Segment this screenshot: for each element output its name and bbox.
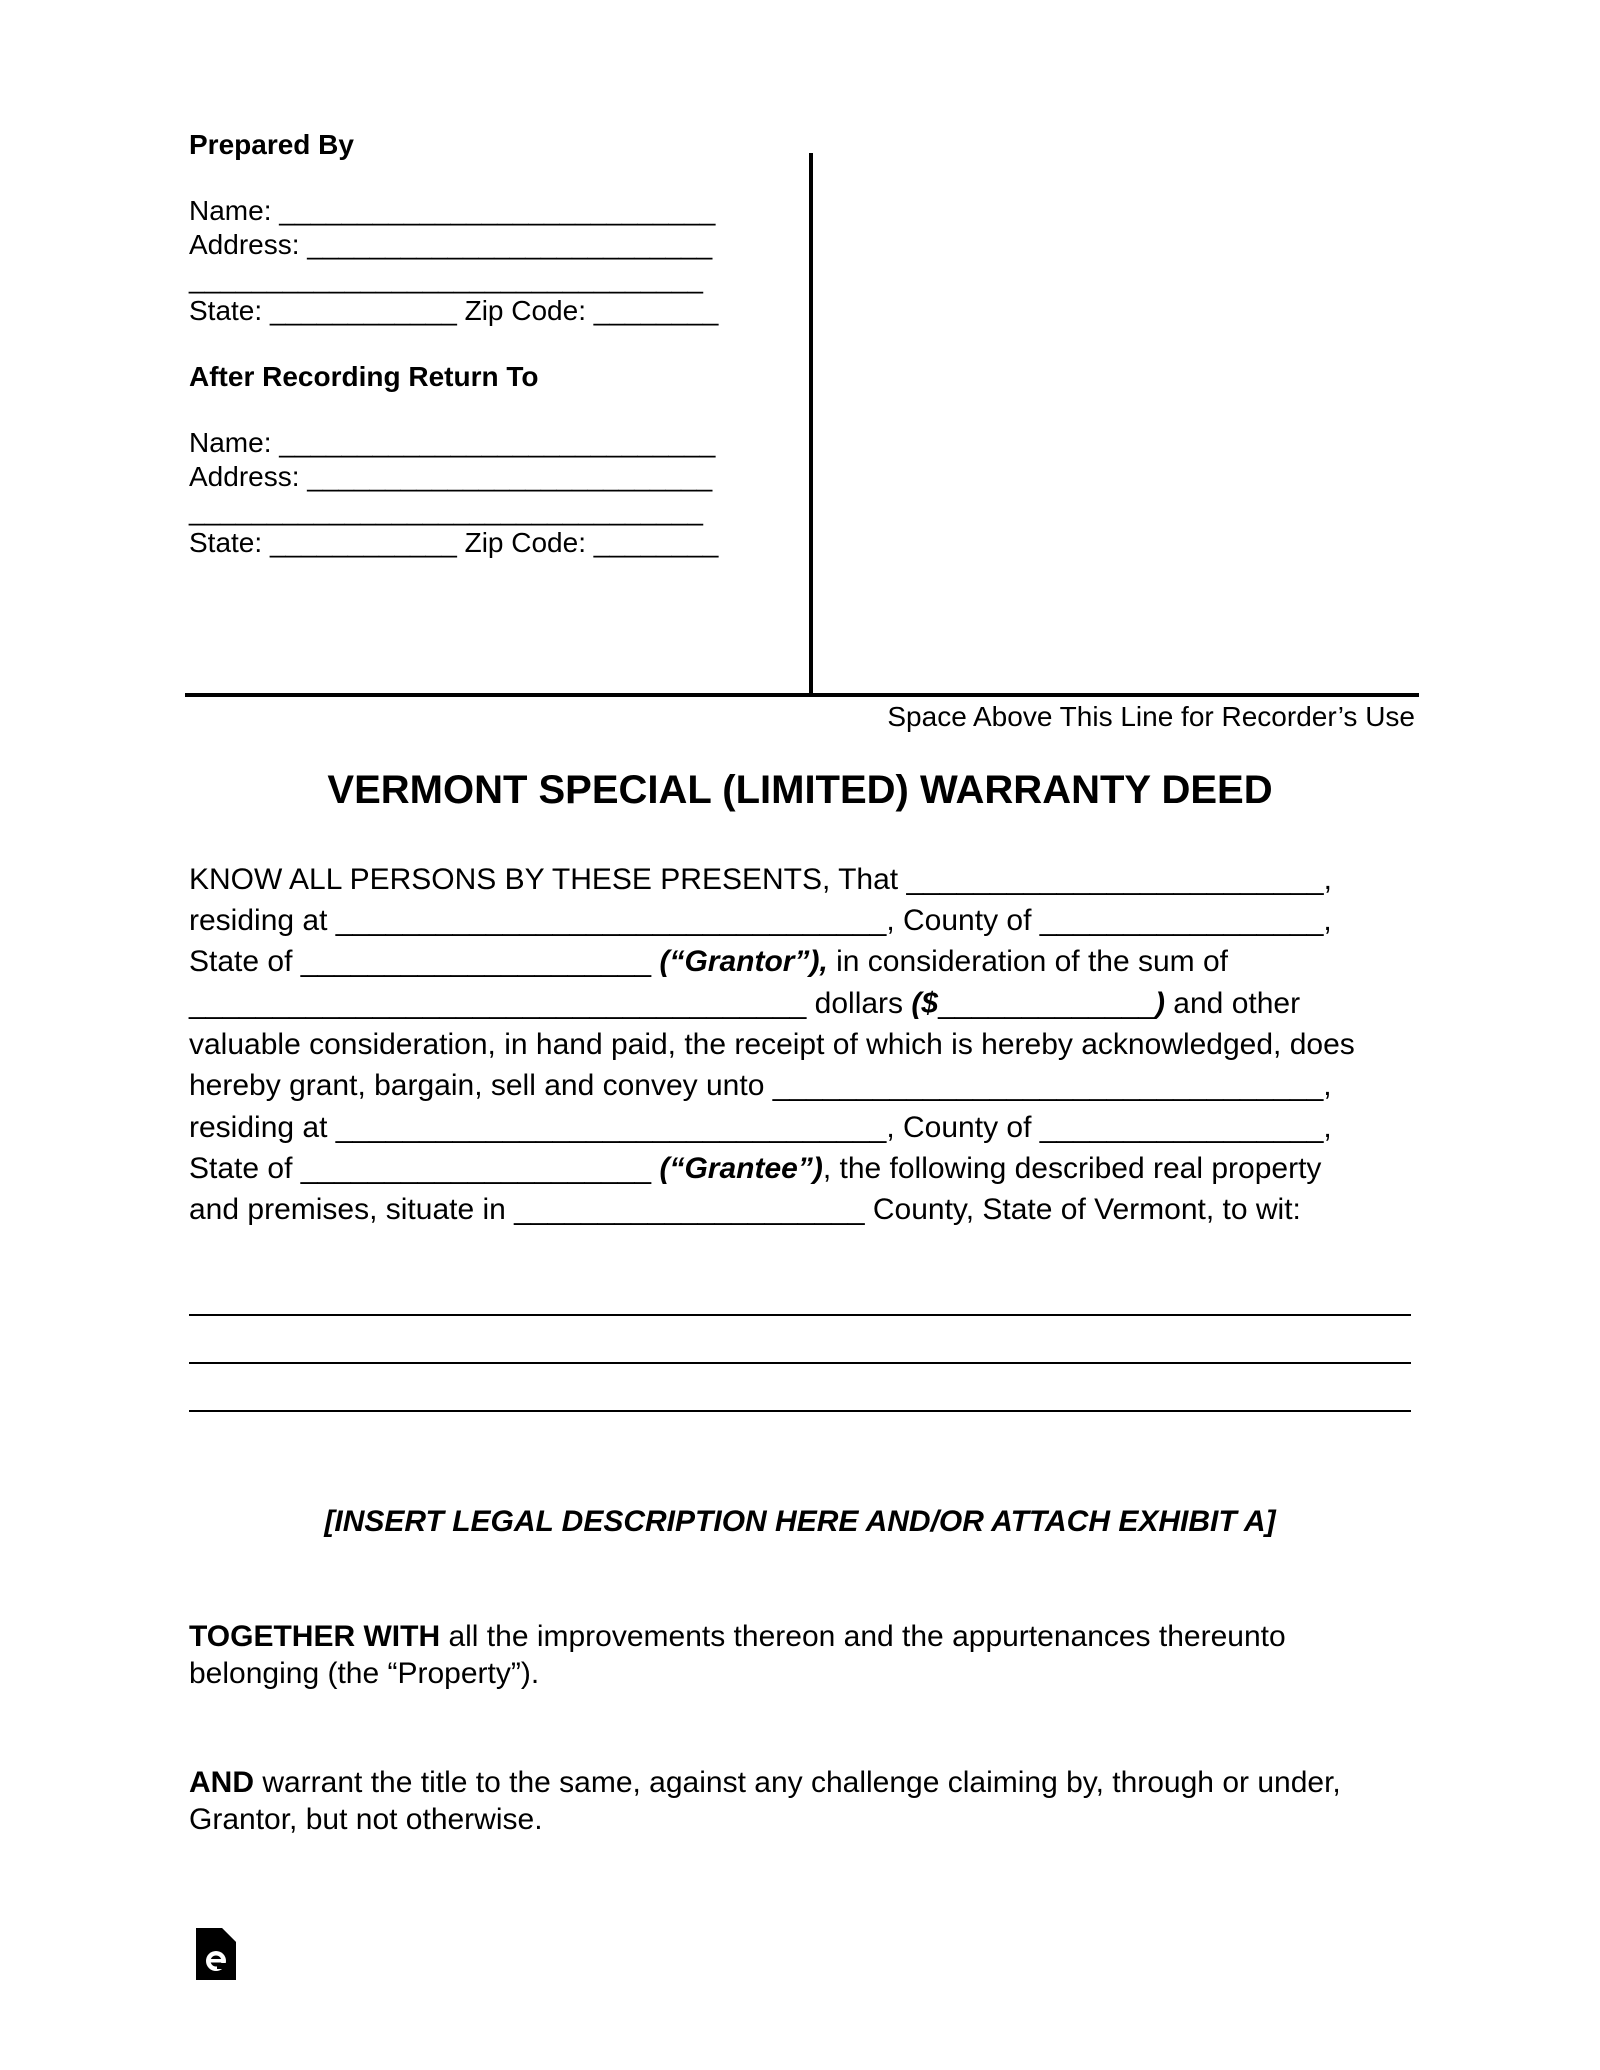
return-to-address-line2[interactable]: _________________________________ <box>189 495 703 526</box>
prepared-by-address-field[interactable]: Address: __________________________ <box>189 229 713 260</box>
prepared-by-name-field[interactable]: Name: ____________________________ <box>189 195 716 226</box>
grantor-state-field[interactable]: State of _____________________ <box>189 945 660 978</box>
insert-legal-description-note: [INSERT LEGAL DESCRIPTION HERE AND/OR ATTACH EXHIBIT A] <box>324 1505 1276 1538</box>
and-warrant-lead: AND <box>189 1766 254 1799</box>
together-with-text: all the improvements thereon and the appurtenances thereunto belonging (the “Property”). <box>189 1620 1286 1690</box>
together-with-lead: TOGETHER WITH <box>189 1620 441 1653</box>
recorder-space-vertical-divider <box>809 153 813 697</box>
body-line-6: hereby grant, bargain, sell and convey unto _________________________________, <box>189 1069 1332 1102</box>
body-line-1: KNOW ALL PERSONS BY THESE PRESENTS, That _________________________, <box>189 863 1332 896</box>
and-warrant-paragraph <box>189 1764 1419 1838</box>
body-line-2: residing at _________________________________, County of _________________, <box>189 904 1332 937</box>
property-text: , the following described real property <box>822 1152 1322 1185</box>
prepared-by-address-line2[interactable]: _________________________________ <box>189 263 703 294</box>
and-other-text: and other <box>1164 987 1301 1020</box>
eforms-logo-icon <box>196 1928 236 1980</box>
document-title: VERMONT SPECIAL (LIMITED) WARRANTY DEED <box>327 768 1273 812</box>
body-line-5: valuable consideration, in hand paid, the receipt of which is hereby acknowledged, does <box>189 1028 1355 1061</box>
return-to-heading: After Recording Return To <box>189 361 539 392</box>
grantee-term: (“Grantee”) <box>659 1152 823 1185</box>
legal-description-line-3[interactable] <box>189 1410 1411 1412</box>
consideration-words-field[interactable]: _____________________________________ dollars <box>189 987 912 1020</box>
recorder-use-note: Space Above This Line for Recorder’s Use <box>887 701 1415 732</box>
return-to-address-field[interactable]: Address: __________________________ <box>189 461 713 492</box>
grantee-state-field[interactable]: State of _____________________ <box>189 1152 660 1185</box>
together-with-paragraph <box>189 1618 1419 1692</box>
dollar-close: ) <box>1154 987 1165 1020</box>
body-line-9: and premises, situate in _____________________ County, State of Vermont, to wit: <box>189 1193 1301 1226</box>
and-warrant-text: warrant the title to the same, against any challenge claiming by, through or under, Grantor, but not otherwise. <box>189 1766 1341 1836</box>
legal-description-line-1[interactable] <box>189 1314 1411 1316</box>
body-line-7: residing at _________________________________, County of _________________, <box>189 1111 1332 1144</box>
body-line-4 <box>189 986 1300 1022</box>
return-to-state-zip-field[interactable]: State: ____________ Zip Code: ________ <box>189 527 719 558</box>
consideration-text: in consideration of the sum of <box>827 945 1229 978</box>
grantor-term: (“Grantor”), <box>659 945 828 978</box>
legal-description-line-2[interactable] <box>189 1362 1411 1364</box>
body-line-3 <box>189 944 1228 980</box>
prepared-by-heading: Prepared By <box>189 129 354 160</box>
prepared-by-state-zip-field[interactable]: State: ____________ Zip Code: ________ <box>189 295 719 326</box>
return-to-name-field[interactable]: Name: ____________________________ <box>189 427 716 458</box>
consideration-amount-field[interactable]: _____________ <box>938 987 1155 1020</box>
dollar-open: ($ <box>911 987 939 1020</box>
body-line-8 <box>189 1151 1321 1187</box>
recorder-space-horizontal-divider <box>185 693 1419 697</box>
